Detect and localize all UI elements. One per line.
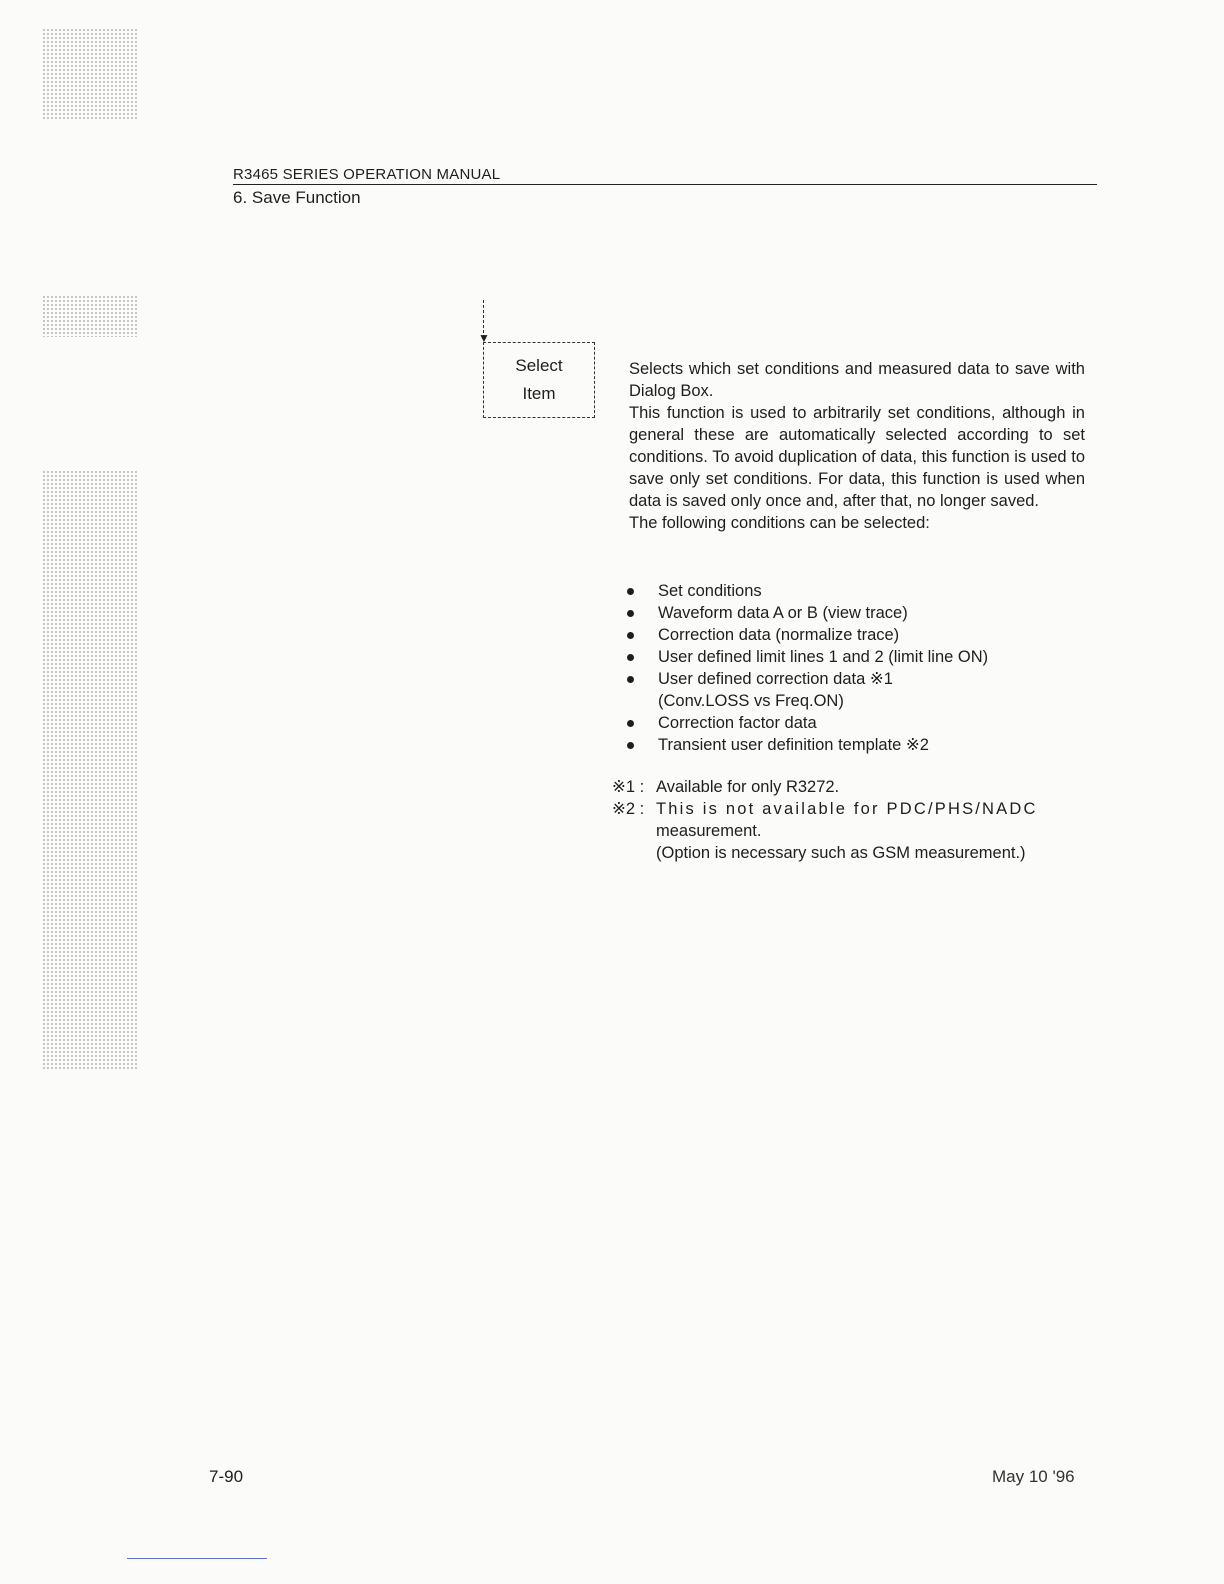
down-arrow-icon: ▼ <box>478 331 490 345</box>
function-description <box>629 358 1085 534</box>
bullet-icon <box>627 610 634 617</box>
list-item <box>624 734 1094 756</box>
list-item <box>624 602 1094 624</box>
footnote-line: This is not available for PDC/PHS/NADC <box>656 800 1038 818</box>
footnote-line: (Option is necessary such as GSM measurement.) <box>656 844 1026 862</box>
condition-label: Waveform data A or B (view trace) <box>658 604 908 622</box>
description-paragraph: This function is used to arbitrarily set conditions, although in general these are automatically selected according to set conditions. To avoid duplication of data, this function is used to save only set conditions. For data, this function is used when data is saved only once and, after that, no longer saved. <box>629 404 1085 510</box>
section-title: 6. Save Function <box>233 188 361 207</box>
footnote-2 <box>612 798 1092 864</box>
footnote-marker: ※2 : <box>612 800 645 818</box>
select-item-softkey[interactable] <box>483 342 595 418</box>
softkey-label-line1: Select <box>515 356 563 375</box>
footnote-1 <box>612 776 1092 798</box>
bullet-icon <box>627 720 634 727</box>
list-item <box>624 580 1094 602</box>
manual-title: R3465 SERIES OPERATION MANUAL <box>233 166 1097 185</box>
bullet-icon <box>627 588 634 595</box>
scan-noise-top <box>42 28 138 120</box>
list-item <box>624 646 1094 668</box>
scan-noise-side <box>42 470 138 1070</box>
bullet-icon <box>627 676 634 683</box>
condition-list <box>624 580 1094 756</box>
footnotes <box>612 776 1092 864</box>
bullet-icon <box>627 632 634 639</box>
list-item <box>624 624 1094 646</box>
scan-noise-mid <box>42 295 138 337</box>
bullet-icon <box>627 742 634 749</box>
footnote-marker: ※1 : <box>612 778 645 796</box>
condition-label: Correction data (normalize trace) <box>658 626 900 644</box>
page-number: 7-90 <box>209 1467 244 1486</box>
footnote-text: Available for only R3272. <box>656 778 840 796</box>
bullet-icon <box>627 654 634 661</box>
condition-label: Set conditions <box>658 582 762 600</box>
bottom-rule <box>127 1558 267 1559</box>
page-date: May 10 '96 <box>992 1467 1075 1486</box>
condition-label: Transient user definition template ※2 <box>658 736 929 754</box>
description-paragraph: Selects which set conditions and measured data to save with Dialog Box. <box>629 360 1085 400</box>
softkey-label-line2: Item <box>522 384 556 403</box>
description-paragraph: The following conditions can be selected: <box>629 514 930 532</box>
condition-label: Correction factor data <box>658 714 817 732</box>
footnote-line: measurement. <box>656 822 762 840</box>
condition-sublabel: (Conv.LOSS vs Freq.ON) <box>658 692 844 710</box>
footnote-text <box>656 798 1092 864</box>
list-item <box>624 712 1094 734</box>
condition-label: User defined correction data ※1 <box>658 670 893 688</box>
condition-label: User defined limit lines 1 and 2 (limit line ON) <box>658 648 989 666</box>
list-item <box>624 668 1094 712</box>
